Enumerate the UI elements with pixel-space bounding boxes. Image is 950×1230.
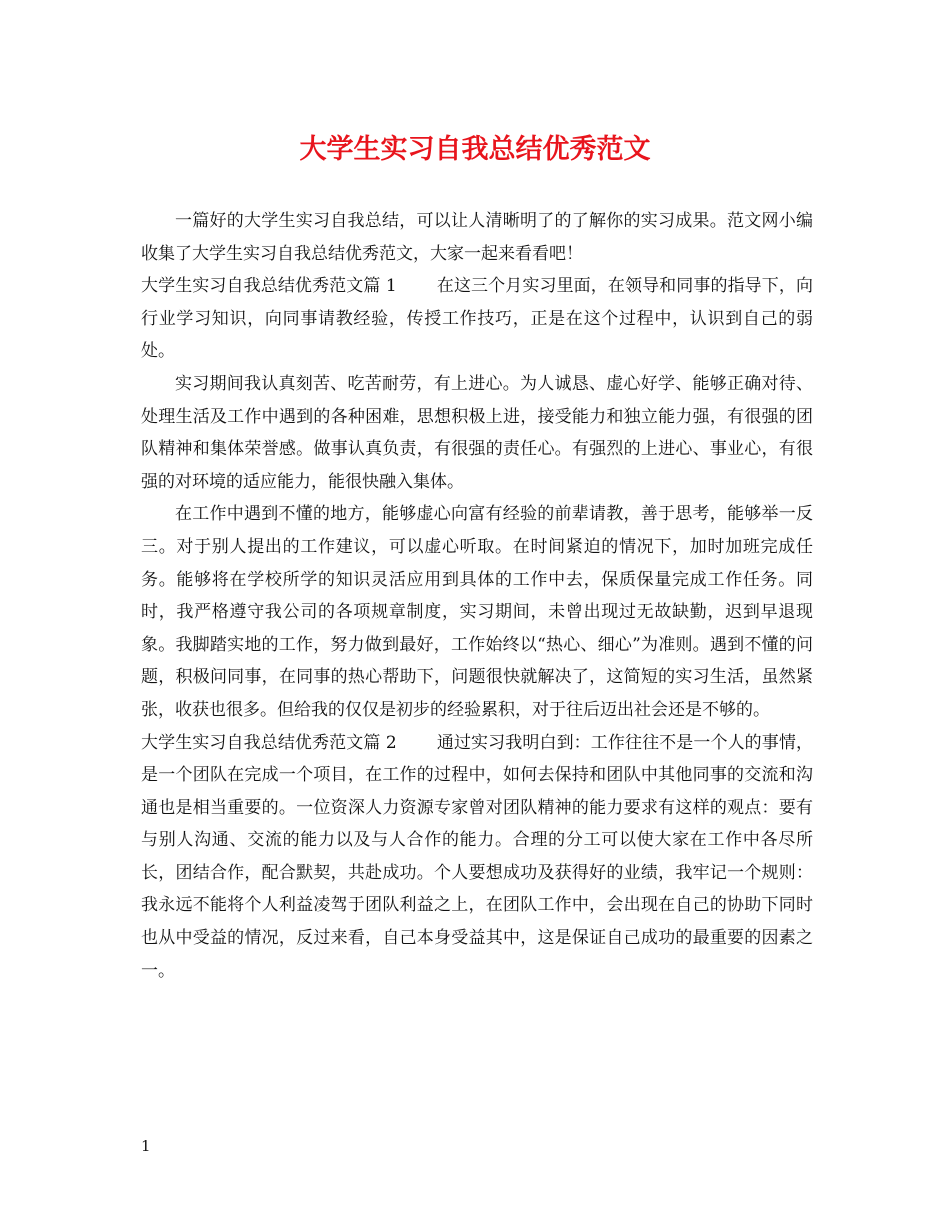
intro-paragraph: 一篇好的大学生实习自我总结，可以让人清晰明了的了解你的实习成果。范文网小编收集了大学生实习自我总结优秀范文，大家一起来看看吧！	[141, 211, 813, 264]
section1-heading: 大学生实习自我总结优秀范文篇 1	[141, 276, 397, 297]
section1-first-paragraph	[141, 270, 813, 368]
section2-lead: 通过实习我明白到：工作往往不是一个人的事情，是一个团队在完成一个项目，在工作的过程中，如何去保持和团队中其他同事的交流和沟通也是相当重要的。一位资深人力资源专家曾对团队精神的能力要求有这样的观点：要有与别人沟通、交流的能力以及与人合作的能力。合理的分工可以使大家在工作中各尽所长，团结合作，配合默契，共赴成功。个人要想成功及获得好的业绩，我牢记一个规则：我永远不能将个人利益凌驾于团队利益之上，在团队工作中，会出现在自己的协助下同时也从中受益的情况，反过来看，自己本身受益其中，这是保证自己成功的最重要的因素之一。	[141, 732, 813, 981]
section2-heading: 大学生实习自我总结优秀范文篇 2	[141, 732, 397, 753]
document-body	[141, 205, 813, 987]
section1-paragraph-2: 实习期间我认真刻苦、吃苦耐劳，有上进心。为人诚恳、虚心好学、能够正确对待、处理生活及工作中遇到的各种困难，思想积极上进，接受能力和独立能力强，有很强的团队精神和集体荣誉感。做事认真负责，有很强的责任心。有强烈的上进心、事业心，有很强的对环境的适应能力，能很快融入集体。	[141, 373, 813, 492]
section2-first-paragraph	[141, 727, 813, 988]
page-number: 1	[141, 1137, 151, 1155]
document-title: 大学生实习自我总结优秀范文	[299, 134, 651, 165]
section1-paragraph-3: 在工作中遇到不懂的地方，能够虚心向富有经验的前辈请教，善于思考，能够举一反三。对于别人提出的工作建议，可以虚心听取。在时间紧迫的情况下，加时加班完成任务。能够将在学校所学的知识灵活应用到具体的工作中去，保质保量完成工作任务。同时，我严格遵守我公司的各项规章制度，实习期间，未曾出现过无故缺勤，迟到早退现象。我脚踏实地的工作，努力做到最好，工作始终以“热心、细心”为准则。遇到不懂的问题，积极问同事，在同事的热心帮助下，问题很快就解决了，这简短的实习生活，虽然紧张，收获也很多。但给我的仅仅是初步的经验累积，对于往后迈出社会还是不够的。	[141, 504, 813, 720]
section1-lead: 在这三个月实习里面，在领导和同事的指导下，向行业学习知识，向同事请教经验，传授工作技巧，正是在这个过程中，认识到自己的弱处。	[141, 276, 813, 362]
